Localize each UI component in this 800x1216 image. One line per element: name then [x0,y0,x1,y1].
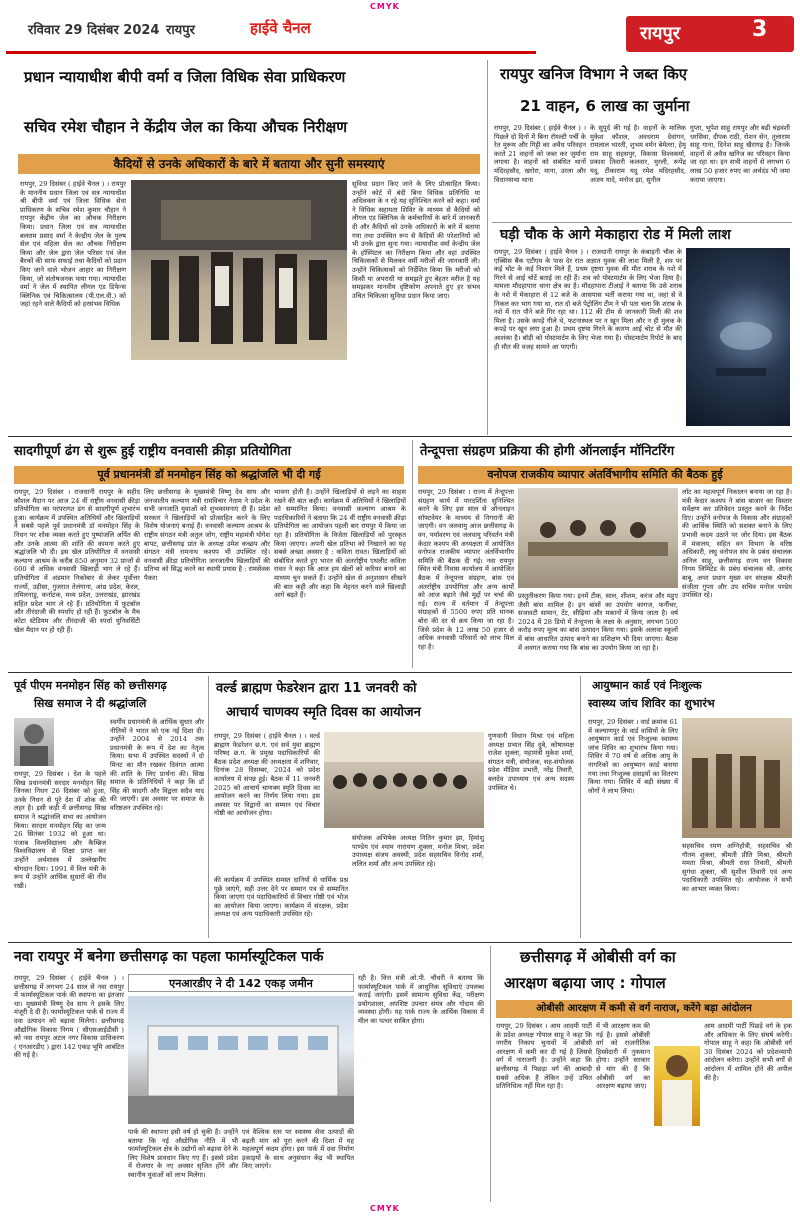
story7-column-4: संयोजक अभिषेक अध्यक्ष नितिन कुमार झा, हिमांशु पाण्डेय एवं श्याम नारायण शुक्ला, मनोज मिश्रा, प्रदेश उपाध्यक्ष संजय अवस्थी, प्रदेश सहसचिव विनोद शर्मा, ललित शर्मा और अन्य उपस्थित रहे। [352,834,484,868]
story9-column-1: रायपुर, 29 दिसंबर ( हाईवे चैनल ) । छत्तीसगढ़ में लगभग 24 साल से नवा रायपुर में फार्मास्यूटिकल पार्क की स्थापना का इंतजार था। मुख्यमंत्री विष्णु देव साय ने इसके लिए मंजूरी दे दी है। फार्मास्यूटिकल पार्क से राज्य में दवा उत्पादन को बढ़ावा मिलेगा। छत्तीसगढ़ औद्योगिक विकास निगम ( सीएसआईडीसी ) को नवा रायपुर अटल नगर विकास प्राधिकरण ( एनआरडीए ) द्वारा 142 एकड़ भूमि आबंटित की गई है। [14,974,124,1060]
story10-column-2: में भी आरक्षण कम की गई है। इससे ओबीसी वर्ग को राजनीतिक हिस्सेदारी में नुकसान होगा। उन्होंने सरकार से मांग की है कि ओबीसी वर्ग का आरक्षण बढ़ाया जाए। [596,1022,650,1091]
column-divider [208,676,209,938]
story3-body: रायपुर, 29 दिसंबर ( हाईवे चैनल ) । राजधानी रायपुर के कंबाइनी चौक के एक्सिस बैंक एटीएम के पास देर रात अज्ञात युवक की लाश मिली है, शव पर कई चोट के कई निशान मिले हैं, प्रथम दृष्टया युवक की मौत शराब के नशे में गिरने से आई चोटें बताई जा रही हैं। शव को पोस्टमार्टम के लिए भेजा दिया है। मामला मौदहापारा थाना क्षेत्र का है। मौदहापारा टीआई ने बताया कि उसे शराब के नशे में मेकाहारा से 12 बजे के आसपास भर्ती कराया गया था, जहां से वे निकल कर भाग गया था, रात दो बजे पेट्रोलिंग टीम ने भी पता चला कि शराब के नशे में रात पौने बजे गिर रहा था। 112 की टीम से जानकारी मिली की शव मिला है। उसके कपड़े गीले थे, फटनास्थल पर न खून मिला और न ही मुलक के कपड़े पर खून लगा हुआ है। प्रथम दृष्टया गिरने के कारण आई चोट से मौत की आशंका है। बॉडी को पोस्टमार्टम के लिए भेजा गया है। पोस्टमार्टम रिपोर्ट के बाद ही मौत की वजह सामने आ पाएगी। [494,248,682,351]
story7-photo-detail [324,732,484,828]
story10-column-1: रायपुर, 29 दिसंबर । आम आदमी पार्टी के प्रदेश अध्यक्ष गोपाल साहू ने कहा कि नगरीय निकाय चुनावों में ओबीसी आरक्षण में कमी कर दी गई है जिससे वर्ग में नाराजगी है। उन्होंने कहा कि छत्तीसगढ़ में पिछड़ा वर्ग की आबादी सबसे अधिक है लेकिन उन्हें उचित प्रतिनिधित्व नहीं मिल रहा है। [496,1022,592,1091]
story1-subhead: कैदियों से उनके अधिकारों के बारे में बताया और सुनी समस्याएं [18,154,480,174]
story7-column-1: रायपुर, 29 दिसंबर ( हाईवे चैनल ) । वर्ल्ड ब्राह्मण फेडरेशन छ.ग. एवं सर्व युवा ब्राह्मण परिषद छ.ग. के प्रमुख पदाधिकारियों की बैठक प्रदेश अध्यक्ष की अध्यक्षता में शनिवार, दिनांक 28 दिसम्बर, 2024 को प्रदेश कार्यालय में संपन्न हुई। बैठक में 11 जनवरी 2025 को आचार्य चाणक्य स्मृति दिवस का आयोजन करने का निर्णय लिया गया। इस अवसर पर विद्वानों का सम्मान एवं विचार गोष्ठी का आयोजन होगा। [214,732,320,818]
story10-subhead: ओबीसी आरक्षण में कमी से वर्ग नाराज, करेंगे बड़ा आंदोलन [496,1000,792,1018]
column-divider [487,60,488,435]
section-rule [8,436,792,437]
story10-column-3: आम आदमी पार्टी पिछड़े वर्ग के हक और अधिकार के लिए संघर्ष करेगी। गोपाल साहू ने कहा कि ओबीसी वर्ग 30 दिसंबर 2024 को प्रदेशव्यापी आंदोलन करेगा। उन्होंने सभी वर्गों से आंदोलन में शामिल होने की अपील की है। [704,1022,792,1082]
story8-column-1: रायपुर, 29 दिसंबर । वार्ड क्रमांक 61 में कल्याणपुर के वार्ड वासियों के लिए आयुष्मान कार्ड एवं निःशुल्क स्वास्थ्य जांच शिविर का शुभारंभ किया गया। शिविर में 70 वर्ष से अधिक आयु के नागरिकों का आयुष्मान कार्ड बनाया गया तथा निःशुल्क दवाइयों का वितरण किया गया। शिविर में बड़ी संख्या में लोगों ने लाभ लिया। [588,718,678,795]
section-rule [492,222,792,223]
story9-column-4: रही है। वित्त मंत्री ओ.पी. चौधरी ने बताया कि फार्मास्यूटिकल पार्क में आधुनिक सुविधाएं उपलब्ध कराई जाएंगी। इसमें सामान्य सुविधा केंद्र, परीक्षण प्रयोगशाला, अपशिष्ट उपचार संयंत्र और गोदाम की व्यवस्था होगी। यह पार्क राज्य के आर्थिक विकास में मील का पत्थर साबित होगा। [358,974,484,1025]
masthead [6,14,794,54]
section-rule [8,942,792,943]
story7-photo-gathering [324,732,484,828]
story8-column-1b [588,862,678,936]
story4-column-3: भावना होती है। उन्होंने खिलाड़ियों से लड़ने का साहस रखने की बात कही। कार्यक्रम में अतिथियों ने खिलाड़ियों को सम्मानित किया। वनवासी कल्याण आश्रम के पदाधिकारियों ने बताया कि 24 वीं राष्ट्रीय वनवासी क्रीड़ा प्रतियोगिता का आयोजन पहली बार रायपुर में किया जा रहा है। प्रतियोगिता के विजेता खिलाड़ियों को पुरस्कृत किया जाएगा। अपनी खेल प्रतिभा को निखारने का यह सबसे अच्छा अवसर है : कविता रावत। खिलाड़ियों को संबोधित करते हुए भारत की अंतर्राष्ट्रीय एथलीट कविता रावत ने कहा कि आज हम खेलों को करियर बनाने का माध्यम चुन सकते हैं। उन्होंने खेल से अनुशासन सीखने की बात कही और कहा कि मेहनत करने वाले खिलाड़ी आगे बढ़ते हैं। [274,488,406,600]
story3-photo-detail [686,248,790,426]
story5-photo-detail [518,488,678,588]
story5-subhead: वनोपज राजकीय व्यापार अंतर्विभागीय समिति की बैठक हुई [418,466,792,484]
story6-headline-line1: पूर्व पीएम मनमोहन सिंह को छत्तीसगढ़ [14,679,167,692]
cmyk-registration-mark: CMYK [370,2,400,11]
story10-headline-line1: छत्तीसगढ़ में ओबीसी वर्ग का [520,948,676,966]
story5-headline: तेन्दूपत्ता संग्रहण प्रक्रिया की होगी ऑनलाईन मॉनिटरिंग [420,444,675,459]
story6-headline-line2: सिख समाज ने दी श्रद्धांजलि [34,697,147,710]
column-divider [580,676,581,938]
column-divider [412,440,413,668]
section-rule [8,672,792,673]
story3-photo-night-scene [686,248,790,426]
story4-column-2: लिए छत्तीसगढ़ के मुख्यमंत्री विष्णु देव साय और जनजातीय कल्याण मंत्री रामविचार नेताम ने प्रदेश के सभी जनजाति युवाओं को शुभकामनाएं दी हैं। प्रदेश सरकार ने खिलाड़ियों को प्रोत्साहित करने के लिए विशेष योजनाएं बनाई हैं। वनवासी कल्याण आश्रम के राष्ट्रीय संगठन मंत्री अतुल जोग, राष्ट्रीय महामंत्री योगेश बापट, छत्तीसगढ़ प्रांत के अध्यक्ष उमेश कच्छप और संगठन मंत्री रामनाथ कश्यप भी उपस्थित रहे। वनवासी क्रीड़ा प्रतियोगिता जनजातीय खिलाड़ियों की प्रतिभा को सिद्ध करने का स्थायी प्रयास है : रामसेवक पैकरा [144,488,270,582]
story3-headline: घड़ी चौक के आगे मेकाहारा रोड में मिली लाश [500,227,731,243]
story9-headline: नवा रायपुर में बनेगा छत्तीसगढ़ का पहला फार्मास्यूटिकल पार्क [14,949,324,965]
story1-column-2: सुविधा प्रदान किए जाने के लिए प्रोत्साहित किया। उन्होंने कोर्ट में बंदी बिना विधिक प्रतिनिधि या अधिवक्ता के न रहे यह सुनिश्चित करने को कहा। वर्मा ने विधिक सहायता शिविर के माध्यम से कैदियों को लीगल एड क्लिनिक के कर्मचारियों के बारे में जानकारी दी और कैदियों को उनके अधिकारों के बारे में बताया गया तथा उपस्थित रूप से कैदियों की परेशानियों को भी उनके द्वारा सुना गया। न्यायाधीश वर्मा केन्द्रीय जेल के हॉस्पिटल का निरीक्षण किया और वहां उपस्थित चिकित्सकों से मिलकर वर्मी मरीजों की जानकारी ली। उन्होंने चिकित्सकों को निर्देशित किया कि मरीजों को किसी या अपराधी या समझते हुए बेहतर मरीज है यह समझकर मानवीय दृष्टिकोण अपनाते हुए हर संभव उचित चिकित्सा सुविधा प्रदान किया जाए। [352,180,480,300]
story5-photo-meeting [518,488,678,588]
page-number: 3 [752,17,768,42]
story9-subhead: एनआरडीए ने दी 142 एकड़ जमीन [128,974,354,992]
story7-column-2: की कार्यक्रम में उपस्थित समस्त दानियों से धार्मिक प्रश्न पूछे जाएंगे, सही उत्तर देने पर सम्मान पत्र से सम्मानित किया जाएगा एवं पदाधिकारियों से विचार गोष्ठी एवं भोज का आयोजन किया जाएगा। कार्यक्रम में संरक्षक, प्रदेश अध्यक्ष एवं अन्य पदाधिकारी उपस्थित रहे। [214,876,348,919]
story7-headline-line2: आचार्य चाणक्य स्मृति दिवस का आयोजन [226,705,421,720]
story6-photo-portrait [14,718,54,766]
newspaper-brand: हाईवे चैनल [250,19,311,37]
story8-photo-camp [682,718,792,838]
story9-column-3: एवं वैश्विक स्तर पर स्वास्थ्य सेवा उत्पादों की बढ़ती मांग को पूरा करने की दिशा में यह महत्वपूर्ण कदम होगा। इस पार्क में दवा निर्माण इकाइयों के साथ अनुसंधान केंद्र भी स्थापित किए जाएंगे। [242,1128,354,1171]
story1-column-1: रायपुर, 29 दिसंबर ( हाईवे चैनल ) । रायपुर के माननीय प्रधान जिला एवं सत्र न्यायाधीश श्री बीपी वर्मा एवं जिला विधिक सेवा प्राधिकरण के सचिव रमेश कुमार चौहान ने रायपुर केंद्रीय जेल का औचक निरीक्षण किया। प्रधान जिला एवं सत्र न्यायाधीश बलराम प्रसाद वर्मा ने केन्द्रीय जेल के पुरुष सेल एवं महिला सेल का औचक निरीक्षण किया और जेल द्वारा जेल परिसर एवं जेल बैरकों की साफ सफाई तथा कैदियों को प्रदान किए जाने वाले भोजन आहार का निरीक्षण किया, जो संतोषजनक पाया गया। न्यायाधीश वर्मा ने जेल में स्थापित लीगल एड डिफेन्स क्लिनिक एवं चिकित्सालय (पी.एल.वी.) को जहां रहने वाले कैदियों को हरसंभव विधिक [20,180,126,309]
story2-column-1: रायपुर, 29 दिसंबर ( हाईवे चैनल ) । पिछले दो दिनों में बिना रॉयल्टी पर्ची के रेत मुरूम और गिट्टी का अवैध परिवहन करते 21 वाहनों को जब्त कर जुर्माना लगाया है। वाहनों को संबंधित थानों मंदिरहसौद, खरोरा, माना, उरला और विधानसभा थाना [494,124,586,184]
story1-photo-jail-visit [131,180,347,360]
column-divider [490,946,491,1202]
page-city: रायपुर [640,23,681,44]
story7-headline-line1: वर्ल्ड ब्राह्मण फेडरेशन द्वारा 11 जनवरी को [216,681,417,696]
story4-column-1: रायपुर, 29 दिसंबर । राजधानी रायपुर के सहीद कौशल मैदान पर आज 24 वीं राष्ट्रीय वनवासी क्रीड़ा प्रतियोगिता का परंपरागत ढंग से सादगीपूर्ण शुभारंभ हुआ। कार्यक्रम में उपस्थित अतिथियों और खिलाड़ियों ने सबसे पहले पूर्व प्रधानमंत्री डॉ मनमोहन सिंह के निधन पर शोक व्यक्त करते हुए पुष्पांजलि अर्पित की और उनके आत्मा की शांति की कामना करते हुए श्रद्धांजलि भी दी। इस खेल प्रतियोगिता में वनवासी कल्याण आश्रम के करीब 850 अनुमान 32 प्रान्तों से 600 से अधिक वनवासी खिलाड़ी भाग ले रहे हैं। प्रतियोगिता में अंडमान निकोबार से लेकर पूर्वोत्तर राज्यों, उड़ीसा, गुजरात तेलंगाना, आंध्र प्रदेश, केरल, तमिलनाडु, कर्नाटक, मध्य प्रदेश, उत्तराखंड, झारखंड सहित प्रदेश भाग ले रहे हैं। प्रतियोगिता में फुटबॉल और तीरंदाजी की स्पर्धाएं हो रही हैं। फुटबॉल के मैच कोटा स्टेडियम और तीरंदाजी की स्पर्धा युनिवर्सिटी खेल मैदान पर हो रही हैं। [14,488,140,634]
story8-headline-line1: आयुष्मान कार्ड एवं निःशुल्क [592,679,702,692]
story2-column-3: गुप्ता, भूपेश साहू रायपुर और बढी चंद्रवंशी धरसिवा, दीपक राठी, रोशन सेन, तुलाराम साहू गाना, दिनेश साहू खैरागढ़ हैं। जिनके वाहनों से अवैध खनिज का परिवहन किया जा रहा था। इन सभी वाहनों से लगभग 6 लाख 50 हजार रुपए का अर्थदंड भी जमा कराया जाएगा। [690,124,790,184]
story5-column-3: लॉट का महत्वपूर्ण निकालन बनाया जा रहा है। मंत्री केदार कश्यप ने बांस बाजार का विस्तार सर्वेक्षण कर प्रतिवेदन प्रस्तुत करने के निर्देश दिए। उन्होंने वनोपज के विकास और संग्राहकों की आर्थिक स्थिति को सशक्त बनाने के लिए प्रभावी कदम उठाने पर जोर दिया। इस बैठक में मंत्रालय, सहित वन विभाग के वरिष्ठ अधिकारी, लघु वनोपज संघ के प्रबंध संचालक अनिल साहू, छत्तीसगढ़ राज्य वन विकास निगम लिमिटेड के प्रबंध संचालक श्री. आनंद बाबू, अपर प्रधान मुख्य वन संरक्षक श्रीमती संजीता गुप्ता और उप सचिव मनोज पण्डेय उपस्थित रहे। [682,488,792,600]
story4-headline: सादगीपूर्ण ढंग से शुरू हुई राष्ट्रीय वनवासी क्रीड़ा प्रतियोगिता [14,444,291,459]
story6-photo-detail [14,718,54,766]
story8-headline-line2: स्वास्थ्य जांच शिविर का शुभारंभ [588,697,715,710]
issue-date: रविवार 29 दिसंबर 2024 [28,23,160,38]
story8-column-2: सहसचिव रमण अग्निहोत्री, सहसचिव श्री गौतम शुक्ला, श्रीमती प्रीति मिश्रा, श्रीमती ममता मिश्रा, श्रीमती राधा तिवारी, श्रीमती सुगंधा शुक्ला, श्री सुशील तिवारी एवं अन्य पदाधिकारी उपस्थित रहे। आयोजक ने सभी का आभार व्यक्त किया। [682,842,792,893]
story10-headline-line2: आरक्षण बढ़ाया जाए : गोपाल [504,974,666,992]
story2-column-2: के सुपुर्द की गई है। वाहनों के मालिक मुकेश कौशल, अवधराम देवांगन, रामलाल भारती, शुभम वर्मन बेमेतरा, हेमू राम साहू सहसपुर, विकास विश्वकर्मा, प्रकाश तिवारी कलवार, मुरली, रूपेंद्र यदु, टीकाराम यदु रमेश मंदिरहसौद, अजय यादे, मनोज झा, सुनील [590,124,686,184]
story6-column-2: स्वर्गीय प्रधानमंत्री के आर्थिक सुधार और नीतियों ने भारत को एक नई दिशा दी। उन्होंने 2004 से 2014 तक प्रधानमंत्री के रूप में देश का नेतृत्व किया। सभा में उपस्थित सदस्यों ने दो मिनट का मौन रखकर दिवंगत आत्मा की शांति के लिए प्रार्थना की। सिख समाज के प्रतिनिधियों ने कहा कि डॉ सिंह की सादगी और विद्वत्ता सदैव याद की जाएगी। इस अवसर पर समाज के वरिष्ठजन उपस्थित रहे। [110,718,204,812]
story10-photo-detail [654,1046,700,1126]
story5-column-1: रायपुर, 29 दिसंबर । राज्य में तेन्दूपत्ता संग्रहण कार्य में पारदर्शिता सुनिश्चित करने के लिए इस साल से ऑनलाइन सॉफ्टवेयर के माध्यम से निगरानी की जाएगी। वन जलवायु आज छत्तीसगढ़ के वन, पर्यावरण एवं जलवायु परिवर्तन मंत्री केदार कश्यप की अध्यक्षता में आयोजित वनोपज राजकीय व्यापार अंतर्विभागीय समिति की बैठक दी गई। नवा रायपुर स्थित मंत्री निवास कार्यालय में आयोजित बैठक में तेन्दूपत्ता संग्रहण, बांस एवं अंतर्राष्ट्रीय उपयोगिता और अन्य कार्यों को आज बढ़ाने जैसे मुद्दों पर चर्चा की गई। राज्य में वर्तमान में तेन्दूपत्ता संग्राहकों से 5500 रुपए प्रति मानक बोरा की दर से क्रय किया जा रहा है। जिसे प्रदेश के 12 लाख 50 हजार से अधिक वनवासी परिवारों को लाभ मिल रहा है। [418,488,514,651]
masthead-left [6,14,536,54]
story1-headline-line2: सचिव रमेश चौहान ने केंद्रीय जेल का किया औचक निरीक्षण [24,118,348,136]
page-banner [626,16,794,52]
story9-photo-building [128,996,354,1124]
story10-photo-portrait [654,1046,700,1126]
story9-photo-detail [128,996,354,1124]
edition-city: रायपुर [166,23,195,38]
story1-photo-figures [131,180,347,360]
story2-headline-line2: 21 वाहन, 6 लाख का जुर्माना [520,97,690,115]
story7-column-3: गुणवानी विधान मिश्रा एवं महिला अध्यक्ष प्रभात सिंह दुबे, कोषाध्यक्ष राजेश शुक्ला, महामंत्री मुकेश शर्मा, संगठन मंत्री, संयोजक, सह-संयोजक प्रदेश मीडिया प्रभारी, नरेंद्र तिवारी, बलदेव उपाध्याय एवं अन्य सदस्य उपस्थित थे। [488,732,574,792]
story9-column-2: पार्क की स्थापना इसी वर्ष हो चुकी है। उन्होंने बताया कि नई औद्योगिक नीति में भी फार्मास्यूटिकल क्षेत्र के उद्योगों को बढ़ावा देने के लिए विशेष प्रावधान किए गए हैं। इससे प्रदेश में रोजगार के नए अवसर सृजित होंगे और स्थानीय युवाओं को लाभ मिलेगा। [128,1128,238,1179]
story8-photo-detail [682,718,792,838]
story1-headline-line1: प्रधान न्यायाधीश बीपी वर्मा व जिला विधिक सेवा प्राधिकरण [24,68,346,86]
cmyk-registration-mark-bottom: CMYK [370,1204,400,1213]
story5-column-2: प्रस्तुतीकरण किया गया। इनमें टीक, साल, शीशम, करंज और महुए जैसी बांस शामिल है। इन बांसों का उपयोग कागज, फर्नीचर, सजावटी सामान, टेंट, सीढ़ियां और मकानों में किया जाता है। वर्ष 2024 में 28 डिपो में तेन्दूपत्ता के लक्ष्य के अनुसार, लगभग 500 करोड़ रुपए मूल्य का बांस उत्पादन किया गया। इसके अलावा स्कूलों में बांस आधारित उत्पाद बनाने का प्रशिक्षण भी दिया जाएगा। बैठक में अवगत कराया गया कि बांस का उपयोग किया जा रहा है। [518,592,678,652]
story4-subhead: पूर्व प्रधानमंत्री डॉ मनमोहन सिंह को श्रद्धांजलि भी दी गई [14,466,404,484]
story2-headline-line1: रायपुर खनिज विभाग ने जब्त किए [500,65,688,83]
story6-column-1: रायपुर, 29 दिसंबर । देश के पहले सिख प्रधानमंत्री सरदार मनमोहन सिंह जिनका निधन 26 दिसंबर को हुआ, उनके निधन से पूरे देश में शोक की लहर है। इसी कड़ी में छत्तीसगढ़ सिख समाज ने श्रद्धांजलि सभा का आयोजन किया। सरदार मनमोहन सिंह का जन्म 26 सितंबर 1932 को हुआ था। पंजाब विश्वविद्यालय और कैम्ब्रिज विश्वविद्यालय से शिक्षा प्राप्त कर उन्होंने अर्थशास्त्र में उल्लेखनीय योगदान दिया। 1991 में वित्त मंत्री के रूप में उन्होंने आर्थिक सुधारों की नींव रखी। [14,770,106,890]
